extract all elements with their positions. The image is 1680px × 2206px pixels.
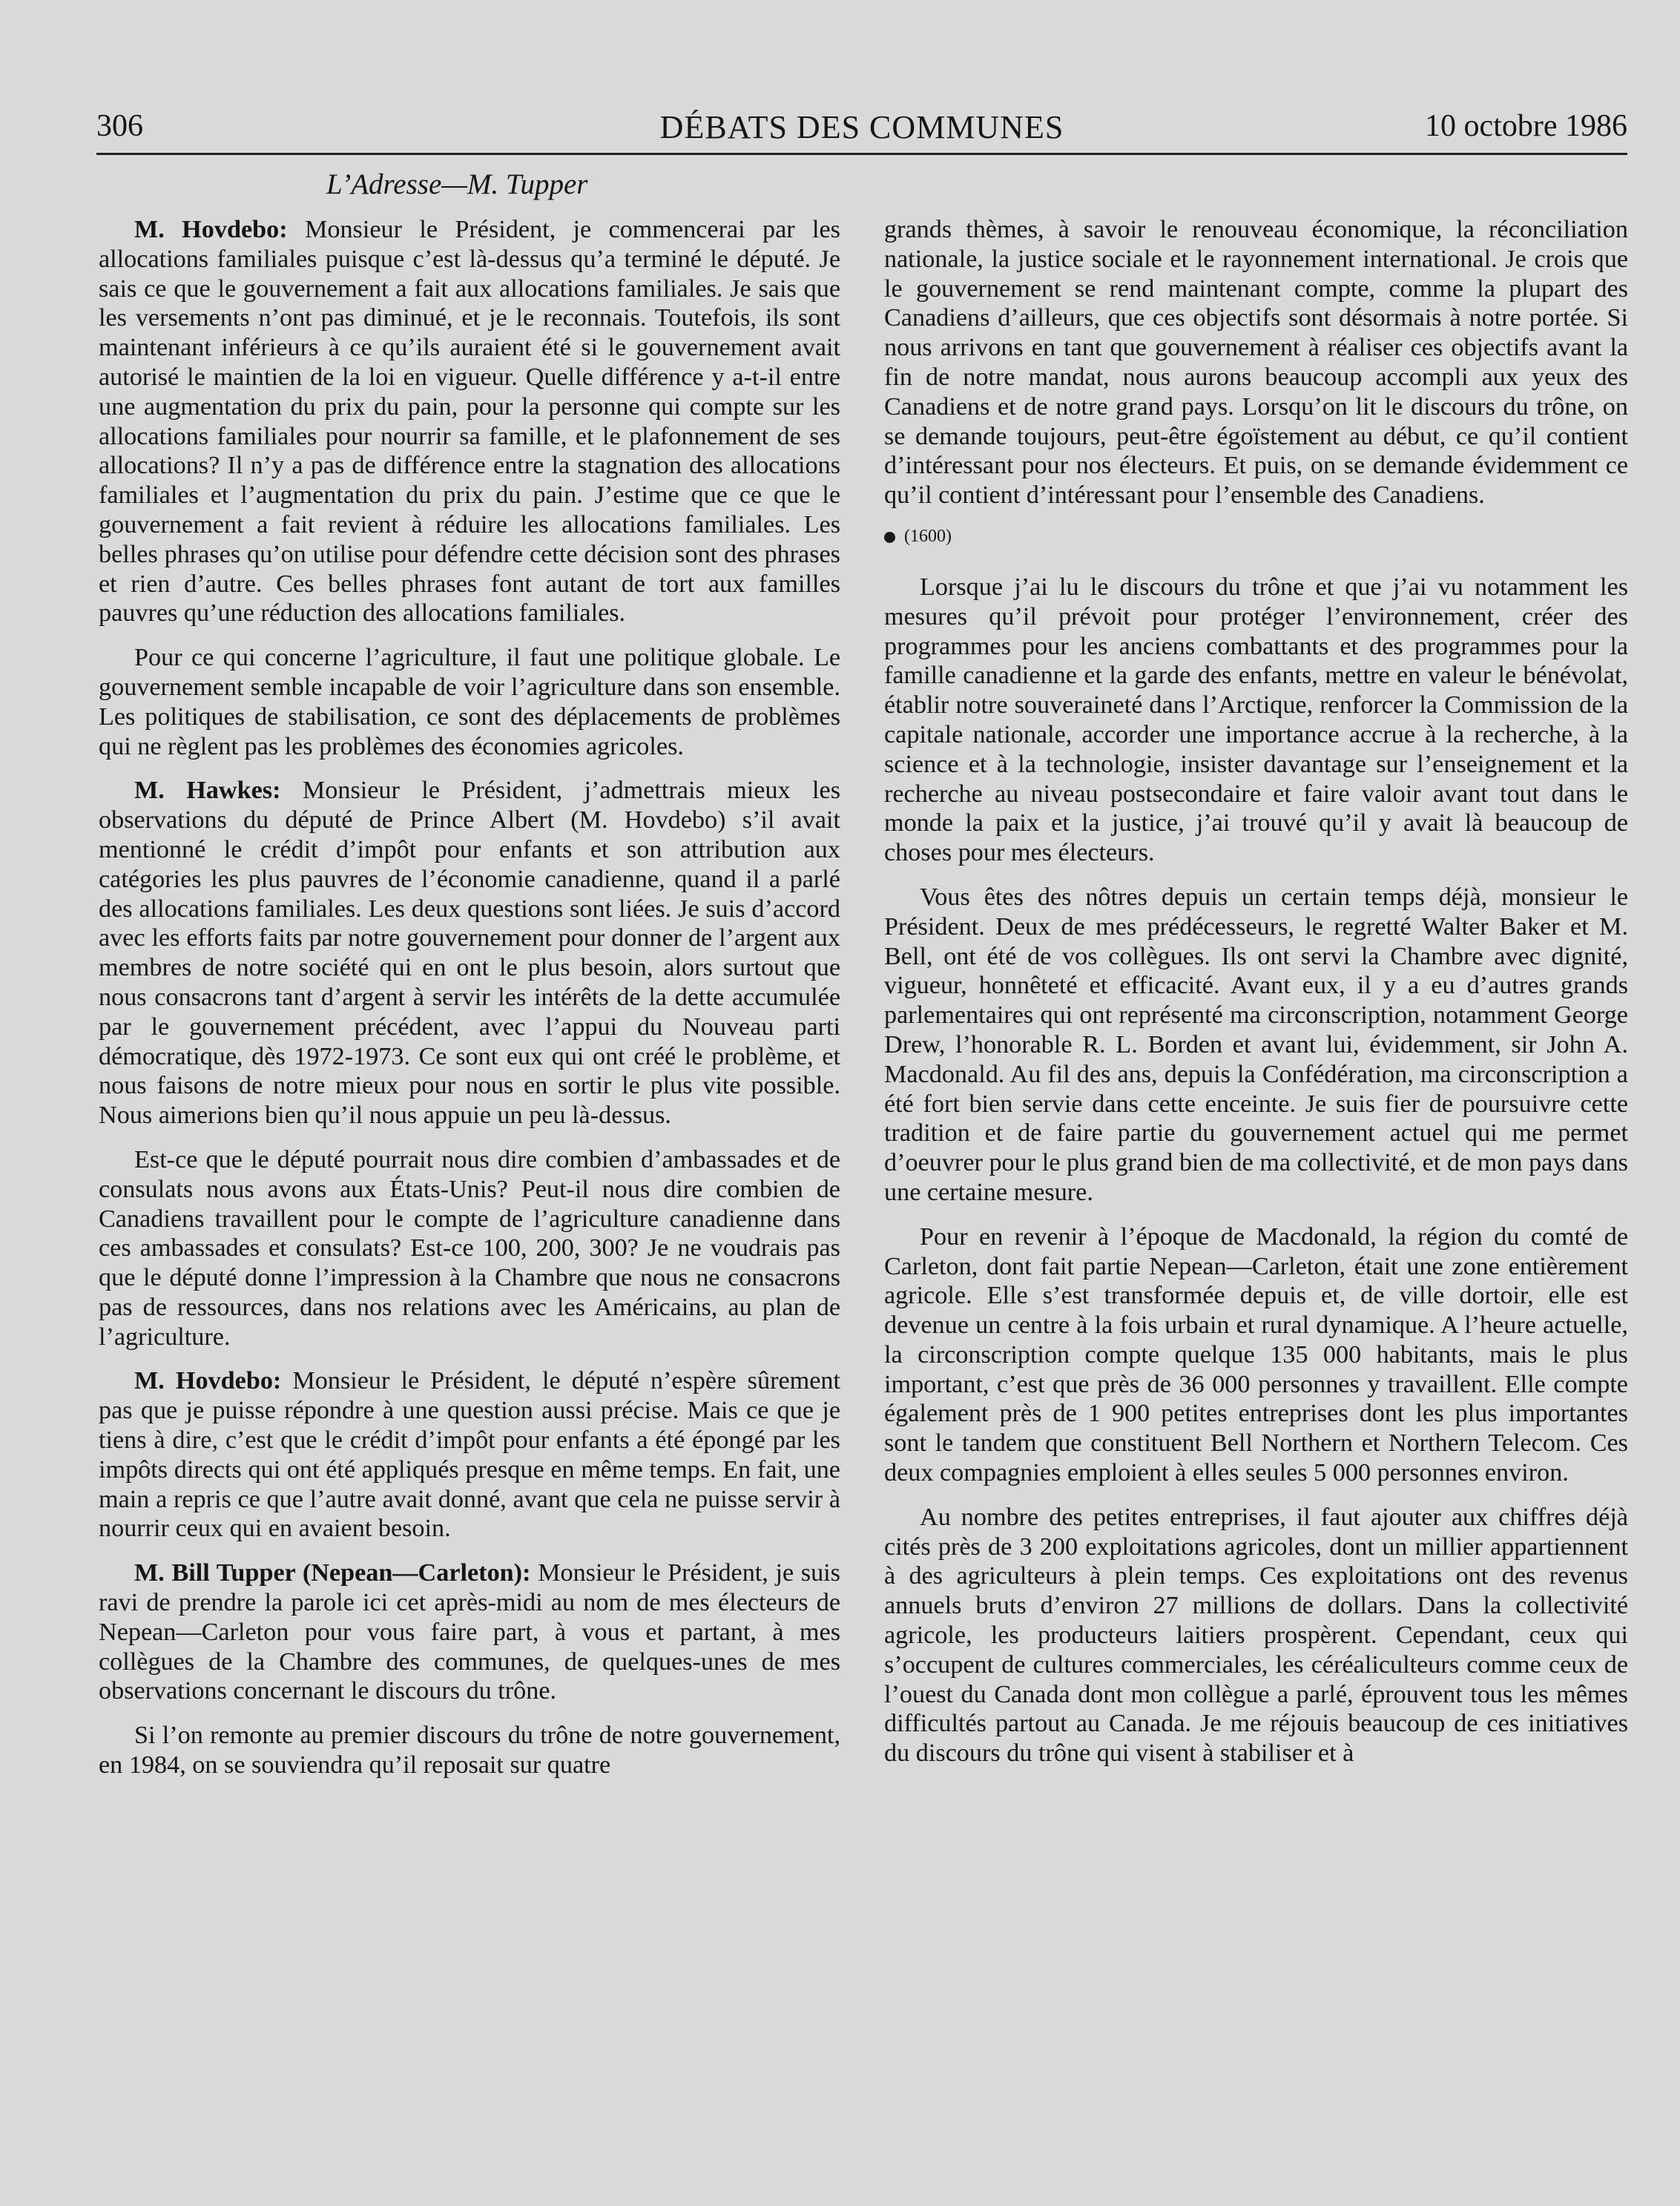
paragraph [99,215,840,628]
speaker-name: M. Bill Tupper (Nepean—Carleton): [134,1559,531,1587]
paragraph [99,776,840,1130]
paragraph [99,1366,840,1544]
continued-paragraph: grands thèmes, à savoir le renouveau économique, la réconciliation nationale, la justice sociale et le rayonnement international. Je crois que le gouvernement se rend maintenant compte, comme la plupart des Canadiens d’ailleurs, que ces objectifs sont désormais à notre portée. Si nous arrivons en tant que gouvernement à réaliser ces objectifs avant la fin de notre mandat, nous aurons beaucoup accompli aux yeux des Canadiens et de notre grand pays. Lorsqu’on lit le discours du trône, on se demande toujours, peut-être égoïstement au début, ce qu’il contient d’intéressant pour nos électeurs. Et puis, on se demande évidemment ce qu’il contient d’intéressant pour l’ensemble des Canadiens. [884,216,1628,510]
paragraph-text: Pour ce qui concerne l’agriculture, il faut une politique globale. Le gouvernement semble incapable de voir l’agriculture dans son ensemble. Les politiques de stabilisation, ce sont des déplacements de problèmes qui ne règlent pas les problèmes des économies agricoles. [99,644,840,760]
time-marker-text: (1600) [904,526,952,546]
paragraph: Vous êtes des nôtres depuis un certain temps déjà, monsieur le Président. Deux de mes prédécesseurs, le regretté Walter Baker et M. Bell, ont été de vos collègues. Ils ont servi la Chambre avec dignité, vigueur, honnêteté et efficacité. Avant eux, il y a eu d’autres grands parlementaires qui ont représenté ma circonscription, notamment George Drew, l’honorable R. L. Borden et avant lui, évidemment, sir John A. Macdonald. Au fil des ans, depuis la Confédération, ma circonscription a été fort bien servie dans cette enceinte. Je suis fier de poursuivre cette tradition et de faire partie du gouvernement actuel qui me permet d’oeuvrer pour le plus grand bien de ma collectivité, et de mon pays dans une certaine mesure. [884,883,1628,1206]
speaker-name: M. Hawkes: [134,777,281,805]
running-head: L’Adresse—M. Tupper [326,168,588,200]
publication-date: 10 octobre 1986 [1425,109,1627,143]
right-column [884,215,1628,2099]
paragraph [99,1721,840,1780]
paragraph-text: Est-ce que le député pourrait nous dire combien d’ambassades et de consulats nous avons aux États-Unis? Peut-il nous dire combien de Canadiens travaillent pour le compte de l’agriculture canadienne dans ces ambassades et consulats? Est-ce 100, 200, 300? Je ne voudrais pas que le député donne l’impression à la Chambre que nous ne consacrons pas de ressources, dans nos relations avec les Américains, au plan de l’agriculture. [99,1145,840,1351]
paragraph: Pour en revenir à l’époque de Macdonald, la région du comté de Carleton, dont fait partie Nepean—Carleton, était une zone entièrement agricole. Elle s’est transformée depuis et, de ville dortoir, elle est devenue un centre à la fois urbain et rural dynamique. A l’heure actuelle, la circonscription compte quelque 135 000 habitants, mais le plus important, c’est que près de 36 000 personnes y travaillent. Elle compte également près de 1 900 petites entreprises dont les plus importantes sont le tandem que constituent Bell Northern et Northern Telecom. Ces deux compagnies emploient à elles seules 5 000 personnes environ. [884,1222,1628,1487]
paragraph-text: Monsieur le Président, j’admettrais mieux les observations du député de Prince Albert (M. Hovdebo) s’il avait mentionné le crédit d’impôt pour enfants et son attribution aux catégories les plus pauvres de l’économie canadienne, quand il a parlé des allocations familiales. Les deux questions sont liées. Je suis d’accord avec les efforts faits par notre gouvernement pour donner de l’argent aux membres de notre société qui en ont le plus besoin, alors surtout que nous consacrons tant d’argent à servir les intérêts de la dette accumulée par le gouvernement précédent, avec l’appui du Nouveau parti démocratique, dès 1972-1973. Ce sont eux qui ont créé le problème, et nous faisons de notre mieux pour nous en sortir le plus vite possible. Nous aimerions bien qu’il nous appuie un peu là-dessus. [99,777,840,1130]
paragraph [99,643,840,761]
paragraph-text: Si l’on remonte au premier discours du trône de notre gouvernement, en 1984, on se souviendra qu’il reposait sur quatre [99,1722,840,1779]
time-marker [884,525,1628,547]
paragraph-text: Monsieur le Président, je suis ravi de prendre la parole ici cet après-midi au nom de mes électeurs de Nepean—Carleton pour vous faire part, à vous et partant, à mes collègues de la Chambre des communes, de quelques-unes de mes observations concernant le discours du trône. [99,1559,840,1705]
paragraph [99,1145,840,1352]
left-column [99,215,840,2099]
paragraph-text: Monsieur le Président, je commencerai par les allocations familiales puisque c’est là-dessus qu’a terminé le député. Je sais ce que le gouvernement a fait aux allocations familiales. Je sais que les versements n’ont pas diminué, et je le reconnais. Toutefois, ils sont maintenant inférieurs à ce qu’ils auraient été si le gouvernement avait autorisé le maintien de la loi en vigueur. Quelle différence y a-t-il entre une augmentation du prix du pain, pour la personne qui compte sur les allocations familiales pour nourrir sa famille, et le plafonnement de ses allocations? Il n’y a pas de différence entre la stagnation des allocations familiales et l’augmentation du prix du pain. J’estime que ce que le gouvernement a fait revient à réduire les allocations familiales. Les belles phrases qu’on utilise pour défendre cette décision sont des phrases et rien d’autre. Ces belles phrases font autant de tort aux familles pauvres qu’une réduction des allocations familiales. [99,216,840,628]
bullet-icon [884,532,895,543]
paragraph: Lorsque j’ai lu le discours du trône et que j’ai vu notamment les mesures qu’il prévoit pour protéger l’environnement, créer des programmes pour les anciens combattants et des programmes pour la famille canadienne et la garde des enfants, mettre en valeur le bénévolat, établir notre souveraineté dans l’Arctique, renforcer la Commission de la capitale nationale, accorder une importance accrue à la recherche, à la science et à la technologie, insister davantage sur l’enseignement et la recherche au niveau postsecondaire et faire valoir avant tout dans le monde la paix et la justice, j’ai trouvé qu’il y avait là beaucoup de choses pour mes électeurs. [884,573,1628,867]
paragraph-text: Monsieur le Président, le député n’espère sûrement pas que je puisse répondre à une question aussi précise. Mais ce que je tiens à dire, c’est que le crédit d’impôt pour enfants a été épongé par les impôts directs qui ont été appliqués presque en même temps. En fait, une main a repris ce que l’autre avait donné, avant que cela ne puisse servir à nourrir ceux qui en avaient besoin. [99,1367,840,1543]
paragraph: Au nombre des petites entreprises, il faut ajouter aux chiffres déjà cités près de 3 200 exploitations agricoles, dont un millier appartiennent à des agriculteurs à plein temps. Ces exploitations ont des revenus annuels bruts d’environ 27 millions de dollars. Dans la collectivité agricole, les producteurs laitiers prospèrent. Cependant, ceux qui s’occupent de cultures commerciales, les céréaliculteurs comme ceux de l’ouest du Canada dont mon collègue a parlé, éprouvent tous les mêmes difficultés partout au Canada. Je me réjouis beaucoup de ces initiatives du discours du trône qui visent à stabiliser et à [884,1503,1628,1768]
paragraph [99,1558,840,1706]
publication-title: DÉBATS DES COMMUNES [659,109,1064,145]
speaker-name: M. Hovdebo: [134,216,288,243]
page-header [96,108,1627,155]
page-number: 306 [96,109,143,143]
speaker-name: M. Hovdebo: [134,1367,282,1395]
